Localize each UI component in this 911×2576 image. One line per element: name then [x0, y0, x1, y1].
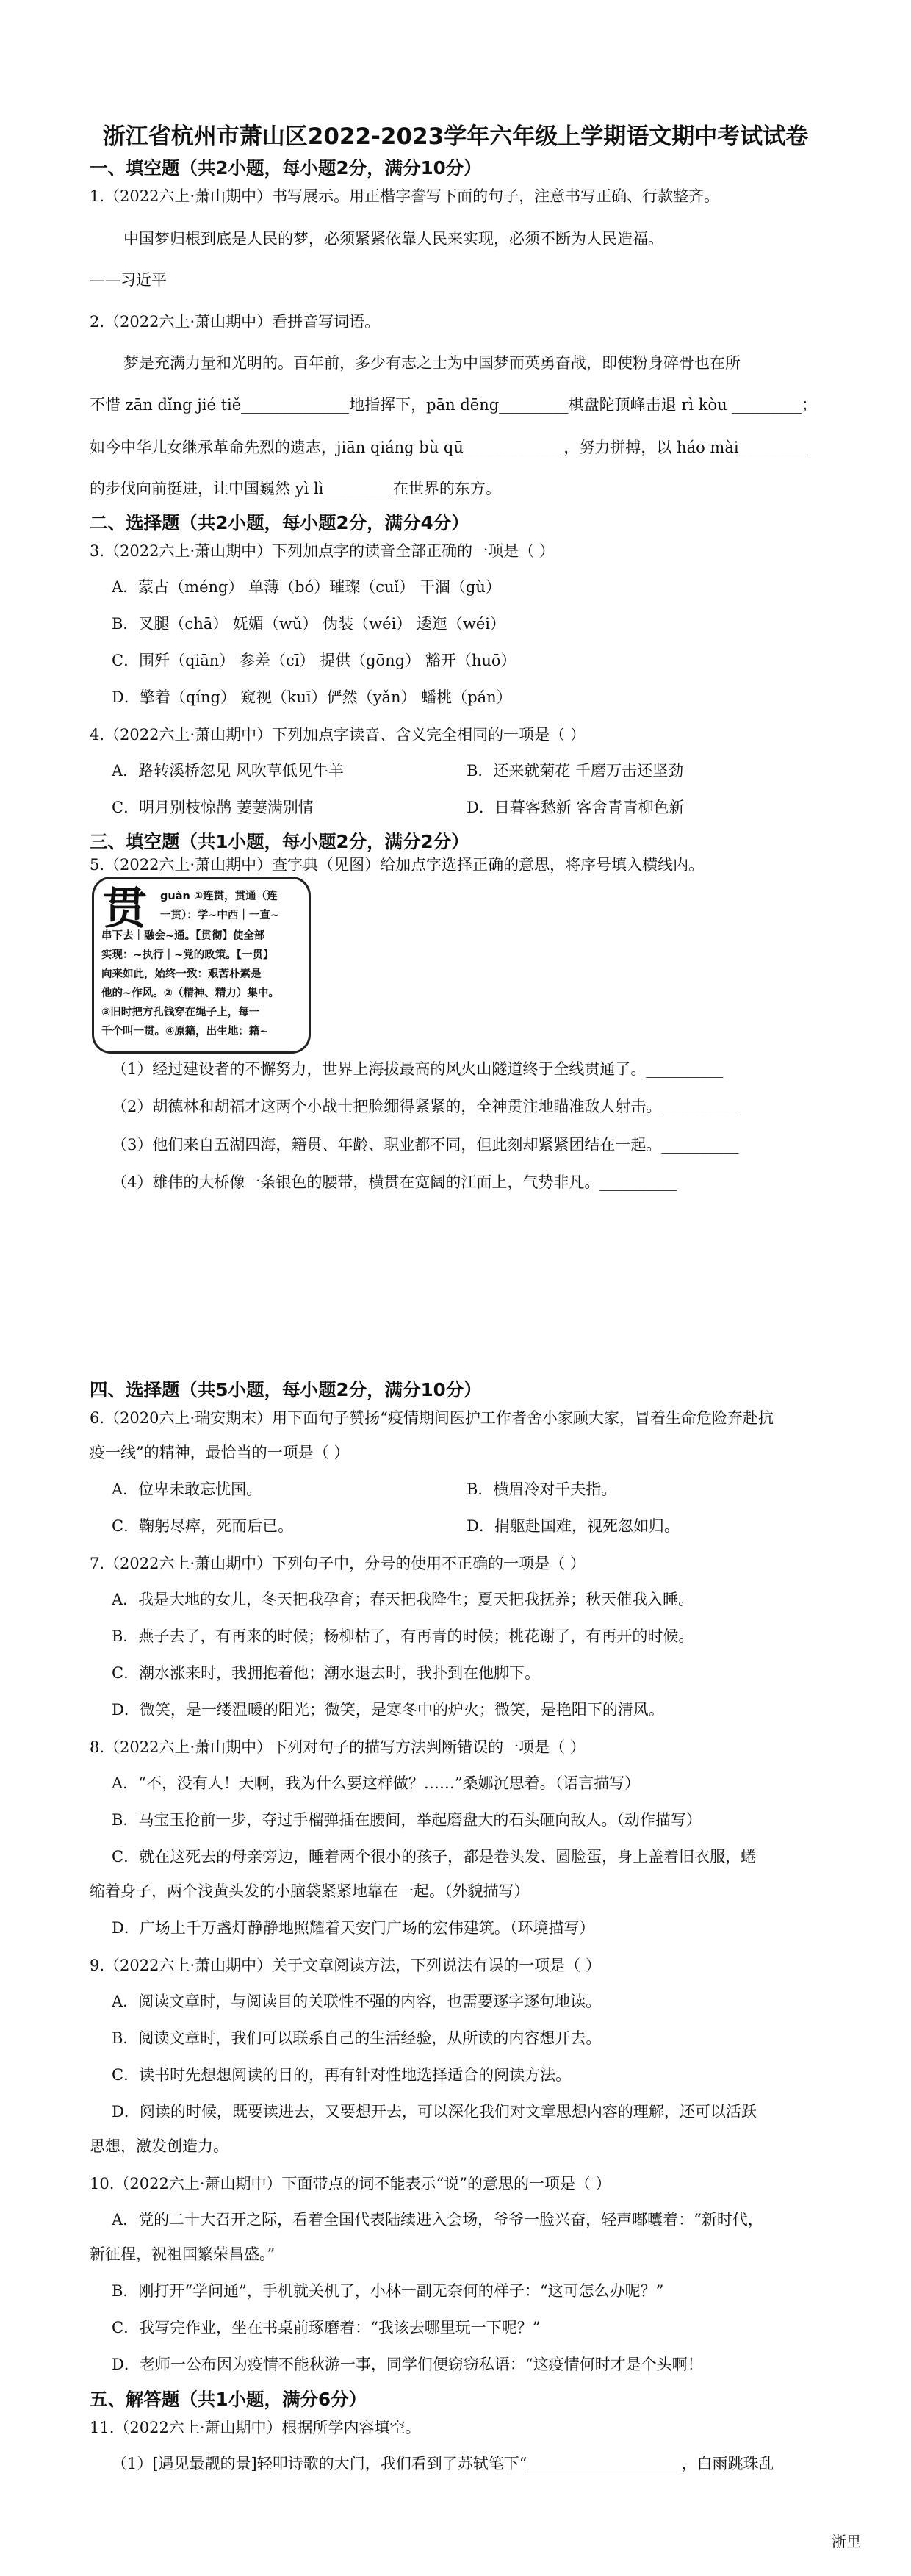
q10-option-a: A．党的二十大召开之际，看着全国代表陆续进入会场，爷爷一脸兴奋，轻声嘟囔着：“新时代，	[112, 2211, 763, 2228]
dictionary-line: 一贯）：学~中西｜一直~	[160, 910, 280, 921]
dictionary-line: 串下去｜融会~通。【贯彻】使全部	[101, 930, 265, 942]
q10-stem: 10.（2022六上·萧山期中）下面带点的词不能表示“说”的意思的一项是（ ）	[90, 2175, 611, 2192]
q6-stem: 疫一线”的精神，最恰当的一项是（ ）	[90, 1444, 350, 1461]
q2-stem: 2.（2022六上·萧山期中）看拼音写词语。	[90, 313, 381, 331]
q8-option-d: D．广场上千万盏灯静静地照耀着天安门广场的宏伟建筑。（环境描写）	[112, 1919, 595, 1937]
q2-passage-line: 的步伐向前挺进，让中国巍然 yì lì_________在世界的东方。	[90, 480, 501, 497]
q7-stem: 7.（2022六上·萧山期中）下列句子中，分号的使用不正确的一项是（ ）	[90, 1555, 586, 1572]
q6-stem: 6.（2020六上·瑞安期末）用下面句子赞扬“疫情期间医护工作者舍小家顾大家，冒着生命危险奔赴抗	[90, 1409, 774, 1427]
page-footer: 浙里	[832, 2533, 861, 2550]
q9-option-a: A．阅读文章时，与阅读目的关联性不强的内容，也需要逐字逐句地读。	[112, 1993, 602, 2010]
q11-item: （1）[遇见最靓的景]轻叩诗歌的大门，我们看到了苏轼笔下“____________________，白雨跳珠乱	[112, 2455, 774, 2472]
q9-option-b: B．阅读文章时，我们可以联系自己的生活经验，从所读的内容想开去。	[112, 2029, 602, 2047]
q4-option-d: D．日暮客愁新 客舍青青柳色新	[467, 799, 685, 816]
q3-option-b: B．叉腿（chā） 妩媚（wǔ） 伪装（wéi） 逶迤（wéi）	[112, 615, 506, 633]
q3-option-d: D．擎着（qíng） 窥视（kuī）俨然（yǎn） 蟠桃（pán）	[112, 688, 512, 706]
q6-option-d: D．捐躯赴国难，视死忽如归。	[467, 1517, 680, 1535]
dictionary-line: guàn ①连贯，贯通（连	[160, 891, 278, 902]
q9-stem: 9.（2022六上·萧山期中）关于文章阅读方法，下列说法有误的一项是（ ）	[90, 1957, 601, 1974]
q8-option-a: A．“不，没有人！天啊，我为什么要这样做？……”桑娜沉思着。（语言描写）	[112, 1774, 641, 1792]
q2-passage-line: 如今中华儿女继承革命先烈的遗志，jiān qiáng bù qū_____________，努力拼搏，以 háo mài_________	[90, 439, 809, 456]
q8-option-b: B．马宝玉抢前一步，夺过手榴弹插在腰间，举起磨盘大的石头砸向敌人。（动作描写）	[112, 1811, 702, 1829]
q8-option-c-cont: 缩着身子，两个浅黄头发的小脑袋紧紧地靠在一起。（外貌描写）	[90, 1882, 530, 1900]
section-heading-1: 一、填空题（共2小题，每小题2分，满分10分）	[90, 157, 482, 179]
q9-option-d-cont: 思想，激发创造力。	[90, 2137, 228, 2155]
dictionary-line: 实现：~执行｜~党的政策。【一贯】	[101, 949, 274, 961]
q1-quote: 中国梦归根到底是人民的梦，必须紧紧依靠人民来实现，必须不断为人民造福。	[123, 230, 663, 248]
q3-option-a: A．蒙古（méng） 单薄（bó）璀璨（cuǐ） 干涸（gù）	[112, 578, 501, 596]
q5-item: （2）胡德林和胡福才这两个小战士把脸绷得紧紧的，全神贯注地瞄准敌人射击。__________	[112, 1098, 739, 1115]
dictionary-entry-image	[92, 877, 311, 1054]
q5-item: （1）经过建设者的不懈努力，世界上海拔最高的风火山隧道终于全线贯通了。__________	[112, 1060, 724, 1078]
q10-option-c: C．我写完作业，坐在书桌前琢磨着：“我该去哪里玩一下呢？”	[112, 2319, 541, 2336]
q9-option-c: C．读书时先想想阅读的目的，再有针对性地选择适合的阅读方法。	[112, 2066, 572, 2084]
q4-option-b: B．还来就菊花 千磨万击还坚劲	[467, 762, 684, 780]
q11-stem: 11.（2022六上·萧山期中）根据所学内容填空。	[90, 2419, 421, 2436]
section-heading-4: 四、选择题（共5小题，每小题2分，满分10分）	[90, 1379, 482, 1400]
q7-option-b: B．燕子去了，有再来的时候；杨柳枯了，有再青的时候；桃花谢了，有再开的时候。	[112, 1627, 694, 1645]
q6-option-a: A．位卑未敢忘忧国。	[112, 1481, 262, 1498]
q2-passage-line: 梦是充满力量和光明的。百年前，多少有志之士为中国梦而英勇奋战，即使粉身碎骨也在所	[123, 354, 741, 372]
q1-author: ——习近平	[90, 271, 167, 289]
section-heading-3: 三、填空题（共1小题，每小题2分，满分2分）	[90, 831, 469, 852]
q5-item: （3）他们来自五湖四海，籍贯、年龄、职业都不同，但此刻却紧紧团结在一起。__________	[112, 1136, 739, 1154]
q4-option-a: A．路转溪桥忽见 风吹草低见牛羊	[112, 762, 344, 780]
q4-stem: 4.（2022六上·萧山期中）下列加点字读音、含义完全相同的一项是（ ）	[90, 726, 586, 744]
q8-stem: 8.（2022六上·萧山期中）下列对句子的描写方法判断错误的一项是（ ）	[90, 1738, 586, 1756]
q6-option-c: C．鞠躬尽瘁，死而后已。	[112, 1517, 294, 1535]
q2-passage-line: 不惜 zān dǐng jié tiě______________地指挥下，pān dēng_________棋盘陀顶峰击退 rì kòu _________；	[90, 396, 817, 414]
q7-option-a: A．我是大地的女儿，冬天把我孕育；春天把我降生；夏天把我抚养；秋天催我入睡。	[112, 1591, 694, 1608]
q10-option-b: B．刚打开“学问通”，手机就关机了，小林一副无奈何的样子：“这可怎么办呢？”	[112, 2282, 664, 2300]
section-heading-5: 五、解答题（共1小题，满分6分）	[90, 2389, 367, 2410]
page-title: 浙江省杭州市萧山区2022-2023学年六年级上学期语文期中考试试卷	[102, 123, 809, 150]
q10-option-a-cont: 新征程，祝祖国繁荣昌盛。”	[90, 2245, 276, 2263]
q9-option-d: D．阅读的时候，既要读进去，又要想开去，可以深化我们对文章思想内容的理解，还可以活跃	[112, 2103, 757, 2120]
q8-option-c: C．就在这死去的母亲旁边，睡着两个很小的孩子，都是卷头发、圆脸蛋，身上盖着旧衣服，蜷	[112, 1848, 757, 1866]
q10-option-d: D．老师一公布因为疫情不能秋游一事，同学们便窃窃私语：“这疫情何时才是个头啊！	[112, 2356, 703, 2373]
dictionary-headword: 贯	[103, 883, 147, 935]
q5-item: （4）雄伟的大桥像一条银色的腰带，横贯在宽阔的江面上，气势非凡。__________	[112, 1173, 677, 1191]
q3-stem: 3.（2022六上·萧山期中）下列加点字的读音全部正确的一项是（ ）	[90, 542, 555, 560]
q7-option-d: D．微笑，是一缕温暖的阳光；微笑，是寒冬中的炉火；微笑，是艳阳下的清风。	[112, 1701, 664, 1719]
dictionary-line: ③旧时把方孔钱穿在绳子上，每一	[101, 1007, 260, 1018]
dictionary-line: 他的~作风。②（精神、精力）集中。	[101, 987, 279, 999]
q1-stem: 1.（2022六上·萧山期中）书写展示。用正楷字誊写下面的句子，注意书写正确、行款整齐。	[90, 187, 720, 205]
q4-option-c: C．明月别枝惊鹊 萋萋满别情	[112, 799, 314, 816]
section-heading-2: 二、选择题（共2小题，每小题2分，满分4分）	[90, 512, 469, 533]
q6-option-b: B．横眉冷对千夫指。	[467, 1481, 617, 1498]
q7-option-c: C．潮水涨来时，我拥抱着他；潮水退去时，我扑到在他脚下。	[112, 1664, 541, 1682]
dictionary-line: 向来如此，始终一致：艰苦朴素是	[101, 968, 262, 980]
dictionary-line: 千个叫一贯。④原籍，出生地：籍~	[101, 1026, 269, 1037]
q5-stem: 5.（2022六上·萧山期中）查字典（见图）给加点字选择正确的意思，将序号填入横线内。	[90, 856, 705, 874]
q3-option-c: C．围歼（qiān） 参差（cī） 提供（gōng） 豁开（huō）	[112, 652, 516, 669]
